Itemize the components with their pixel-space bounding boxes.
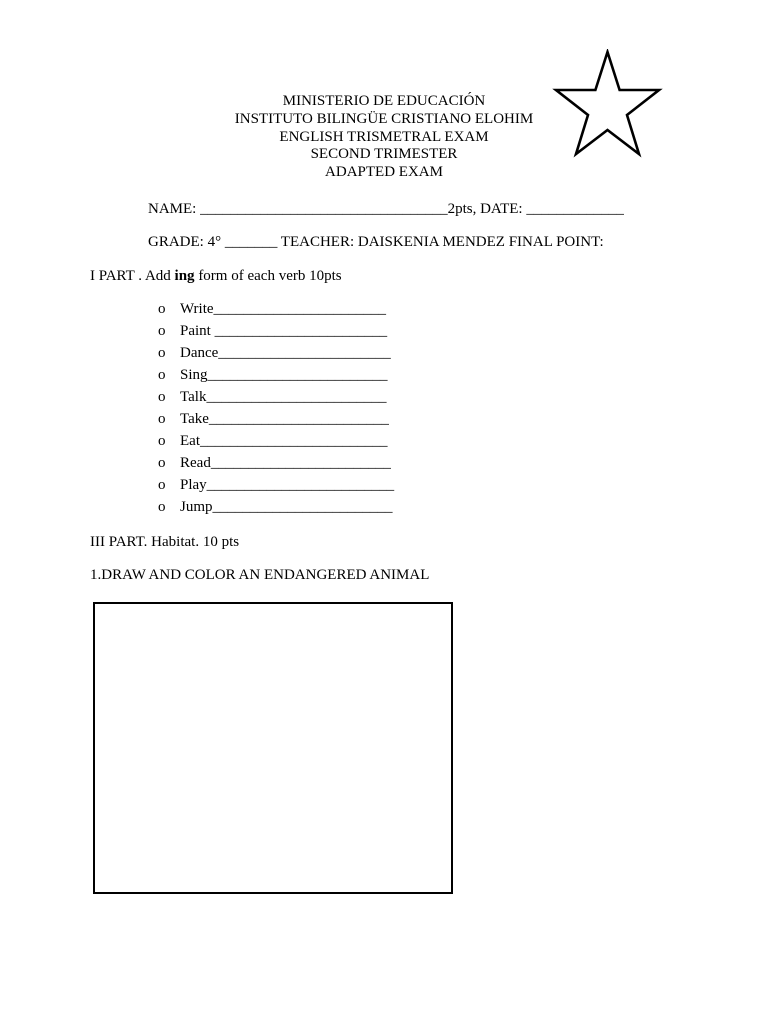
name-date-line: NAME: _________________________________2pts, DATE: _____________: [148, 201, 624, 217]
grade-teacher-line: GRADE: 4° _______ TEACHER: DAISKENIA MENDEZ FINAL POINT:: [148, 234, 604, 250]
bullet-icon: o: [158, 499, 166, 515]
bullet-icon: o: [158, 345, 166, 361]
bullet-icon: o: [158, 411, 166, 427]
list-item: [158, 432, 394, 454]
list-item: [158, 454, 394, 476]
verb-item: Take________________________: [180, 411, 389, 427]
bullet-icon: o: [158, 323, 166, 339]
list-item: [158, 388, 394, 410]
verb-item: Jump________________________: [180, 499, 393, 515]
list-item: [158, 498, 394, 520]
part3-heading: III PART. Habitat. 10 pts: [90, 534, 240, 550]
star-icon: [552, 49, 663, 159]
bullet-icon: o: [158, 433, 166, 449]
bullet-icon: o: [158, 477, 166, 493]
header-institute: INSTITUTO BILINGÜE CRISTIANO ELOHIM: [234, 110, 534, 127]
list-item: [158, 476, 394, 498]
verb-item: Play_________________________: [180, 477, 395, 493]
list-item: [158, 366, 394, 388]
exam-header: [200, 93, 568, 182]
list-item: [158, 344, 394, 366]
verb-item: Sing________________________: [180, 367, 388, 383]
header-exam-title: ENGLISH TRISMETRAL EXAM: [279, 128, 489, 145]
list-item: [158, 300, 394, 322]
verb-list: [158, 300, 394, 520]
verb-item: Write_______________________: [180, 301, 387, 317]
header-ministry: MINISTERIO DE EDUCACIÓN: [282, 93, 486, 109]
bullet-icon: o: [158, 455, 166, 471]
drawing-box[interactable]: [93, 602, 453, 894]
part1-bold: ing: [174, 268, 195, 284]
header-trimester: SECOND TRIMESTER: [310, 146, 458, 163]
part1-suffix: form of each verb 10pts: [194, 268, 342, 284]
header-adapted: ADAPTED EXAM: [325, 164, 443, 181]
list-item: [158, 322, 394, 344]
verb-item: Read________________________: [180, 455, 391, 471]
list-item: [158, 410, 394, 432]
draw-instruction: 1.DRAW AND COLOR AN ENDANGERED ANIMAL: [90, 567, 430, 583]
bullet-icon: o: [158, 367, 166, 383]
verb-item: Talk________________________: [180, 389, 387, 405]
verb-item: Paint _______________________: [180, 323, 388, 339]
bullet-icon: o: [158, 389, 166, 405]
verb-item: Eat_________________________: [180, 433, 388, 449]
part1-prefix: I PART . Add: [90, 268, 175, 284]
verb-item: Dance_______________________: [180, 345, 391, 361]
part1-instruction: [90, 267, 342, 285]
bullet-icon: o: [158, 301, 166, 317]
